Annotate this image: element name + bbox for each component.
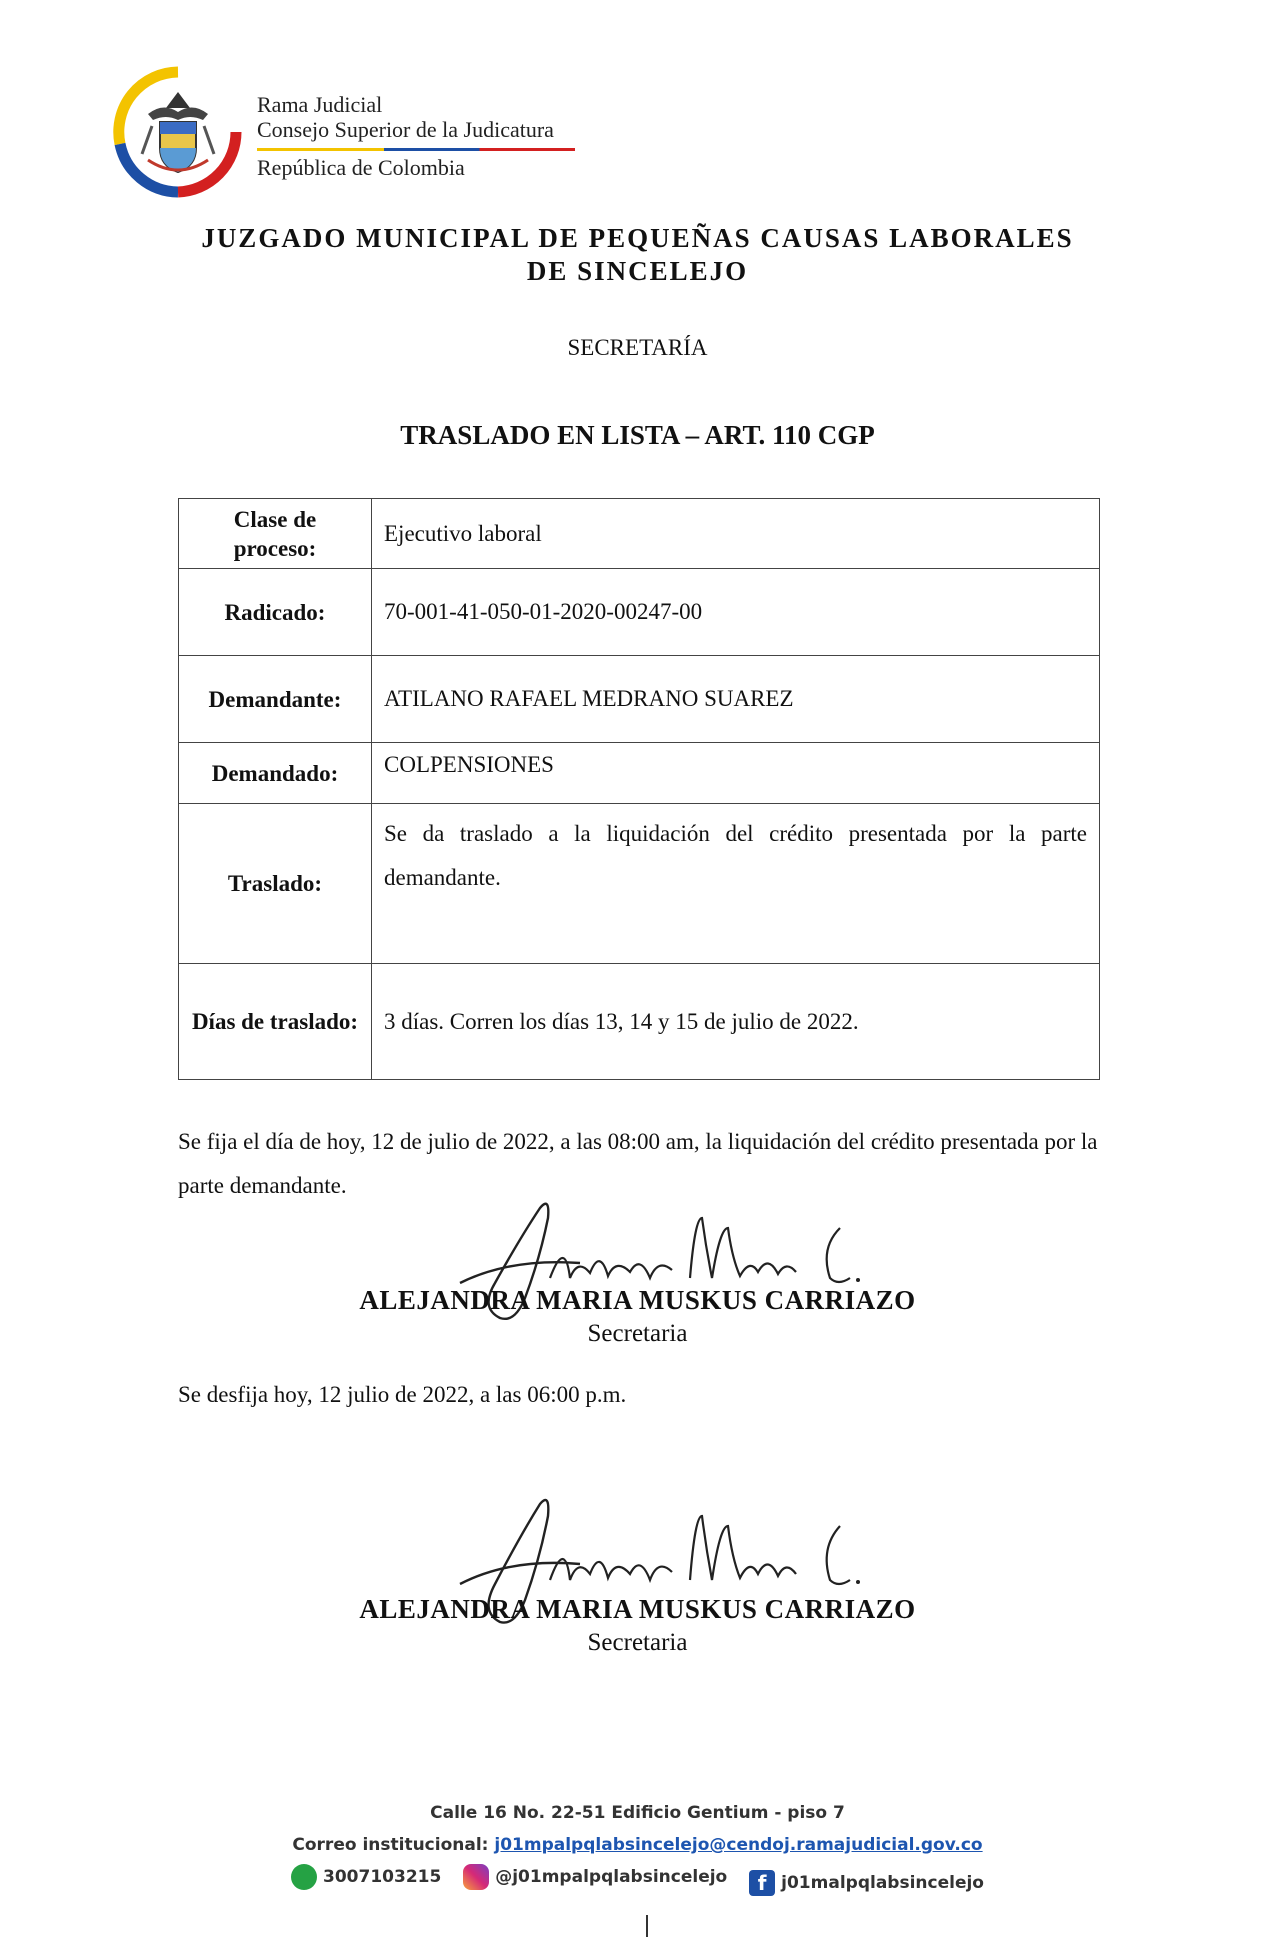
facebook-icon: f — [749, 1870, 775, 1896]
row-label: Clase de proceso: — [179, 499, 372, 569]
instagram-contact[interactable] — [463, 1861, 727, 1893]
row-value: 3 días. Corren los días 13, 14 y 15 de julio de 2022. — [372, 964, 1100, 1080]
row-value: 70-001-41-050-01-2020-00247-00 — [372, 569, 1100, 656]
row-label: Demandado: — [179, 743, 372, 804]
signature-block-2 — [0, 1594, 1275, 1657]
email-link[interactable]: j01mpalpqlabsincelejo@cendoj.ramajudicial.gov.co — [494, 1835, 983, 1855]
signer-role: Secretaria — [587, 1320, 688, 1347]
table-row — [179, 499, 1100, 569]
court-title-line-1: JUZGADO MUNICIPAL DE PEQUEÑAS CAUSAS LABORALES — [201, 223, 1074, 253]
fixation-paragraph: Se fija el día de hoy, 12 de julio de 2022, a las 08:00 am, la liquidación del crédito presentada por la parte demandante. — [178, 1129, 1098, 1198]
organization-block — [257, 92, 575, 180]
row-value: ATILANO RAFAEL MEDRANO SUAREZ — [372, 656, 1100, 743]
row-value: Ejecutivo laboral — [372, 499, 1100, 569]
defixation-paragraph: Se desfija hoy, 12 julio de 2022, a las 06:00 p.m. — [178, 1382, 627, 1407]
facebook-handle: j01malpqlabsincelejo — [781, 1873, 984, 1893]
email-label: Correo institucional: — [292, 1835, 489, 1855]
row-label: Demandante: — [179, 656, 372, 743]
signer-name: ALEJANDRA MARIA MUSKUS CARRIAZO — [359, 1285, 916, 1315]
row-value: Se da traslado a la liquidación del crédito presentada por la parte demandante. — [372, 804, 1100, 964]
footer-address: Calle 16 No. 22-51 Edificio Gentium - piso 7 — [430, 1803, 845, 1823]
row-label: Radicado: — [179, 569, 372, 656]
phone-number: 3007103215 — [323, 1867, 442, 1887]
table-row — [179, 804, 1100, 964]
facebook-contact[interactable] — [749, 1867, 984, 1899]
signer-role: Secretaria — [587, 1629, 688, 1656]
text-cursor — [646, 1915, 648, 1937]
table-row — [179, 743, 1100, 804]
court-title-line-2: DE SINCELEJO — [526, 256, 749, 286]
court-title — [0, 222, 1275, 288]
whatsapp-contact[interactable] — [291, 1861, 441, 1893]
section-heading: SECRETARÍA — [567, 335, 708, 360]
org-line-3: República de Colombia — [257, 155, 465, 180]
case-info-table — [178, 498, 1100, 1080]
org-line-2: Consejo Superior de la Judicatura — [257, 117, 554, 142]
table-row — [179, 964, 1100, 1080]
instagram-handle: @j01mpalpqlabsincelejo — [495, 1867, 728, 1887]
table-row — [179, 656, 1100, 743]
rama-judicial-logo — [108, 62, 248, 202]
signature-block-1 — [0, 1285, 1275, 1348]
row-value: COLPENSIONES — [372, 743, 1100, 804]
footer-email-line — [0, 1829, 1275, 1861]
tricolor-divider — [257, 148, 575, 151]
table-row — [179, 569, 1100, 656]
instagram-icon — [463, 1864, 489, 1890]
org-line-1: Rama Judicial — [257, 92, 383, 117]
whatsapp-icon — [291, 1864, 317, 1890]
row-label: Días de traslado: — [179, 964, 372, 1080]
footer-social-line — [0, 1861, 1275, 1893]
signer-name: ALEJANDRA MARIA MUSKUS CARRIAZO — [359, 1594, 916, 1624]
document-title: TRASLADO EN LISTA – ART. 110 CGP — [400, 420, 875, 450]
row-label: Traslado: — [179, 804, 372, 964]
footer — [0, 1797, 1275, 1893]
